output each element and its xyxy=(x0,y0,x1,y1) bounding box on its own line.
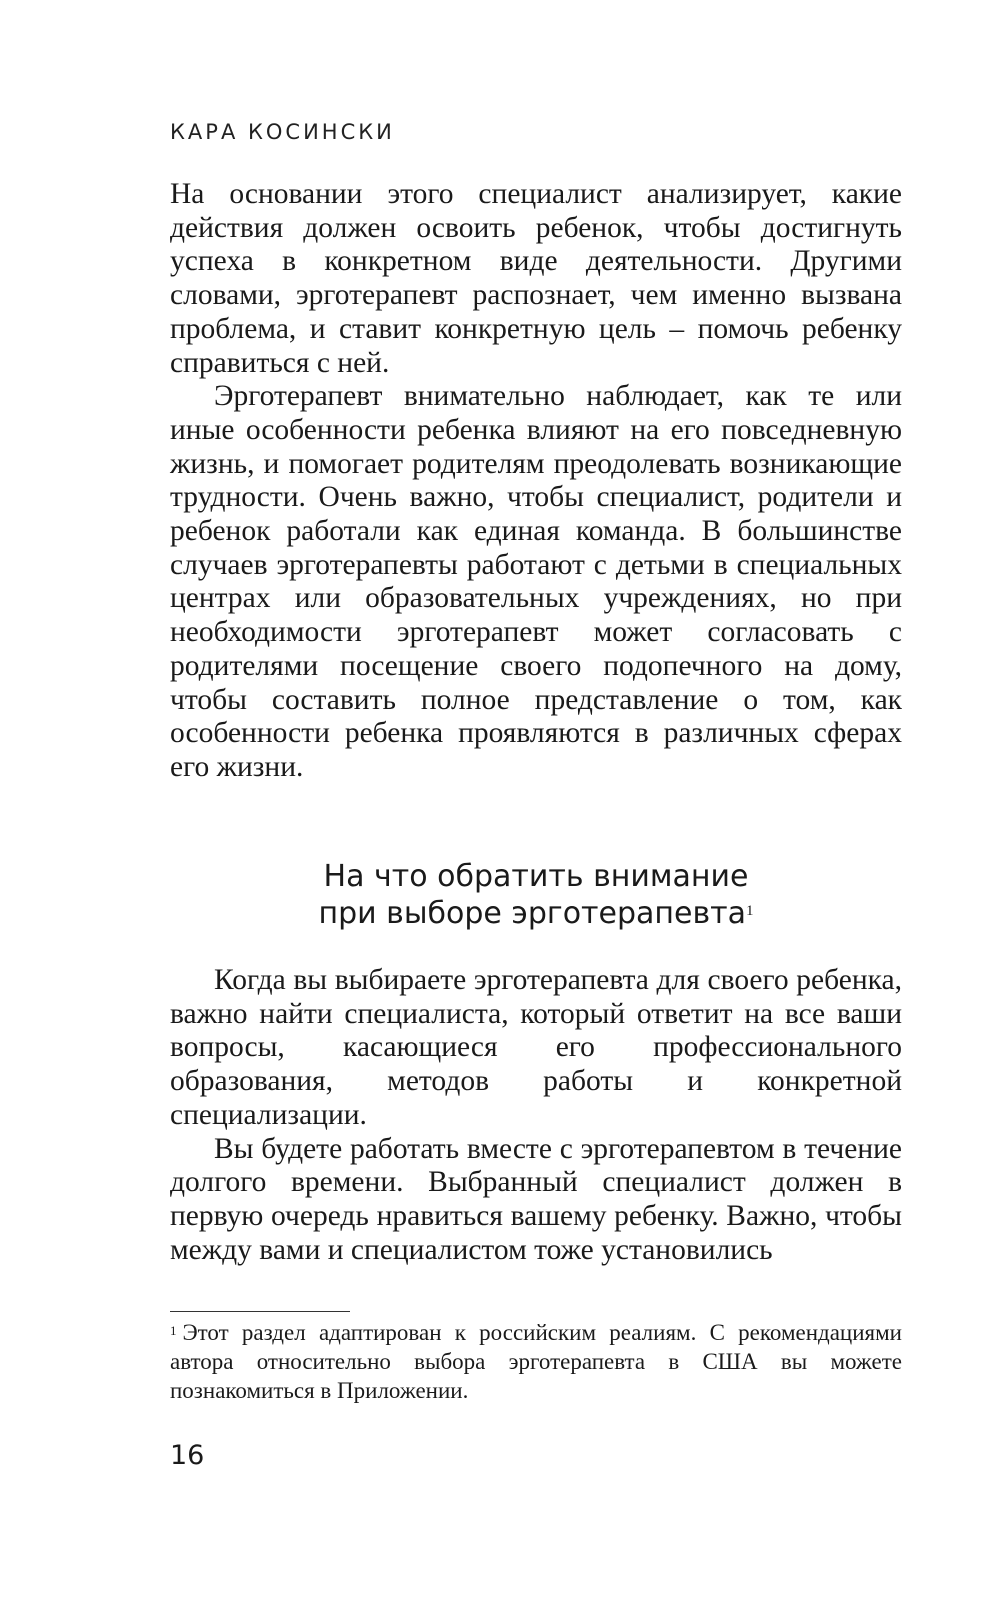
paragraph: Когда вы выбираете эрготерапевта для своего ребенка, важно найти специалиста, который ответит на все ваши вопросы, касающиеся его профессионального образования, методов работы и конкретной специализации. xyxy=(170,964,902,1131)
footnote-divider xyxy=(170,1311,350,1312)
heading-line-2 xyxy=(170,895,902,932)
footnote-marker: 1 xyxy=(170,1323,177,1338)
footnote-reference[interactable]: 1 xyxy=(746,903,754,919)
heading-line-1: На что обратить внимание xyxy=(323,859,749,894)
footnote xyxy=(170,1318,902,1405)
body-text-section-2 xyxy=(170,964,902,1267)
paragraph: Вы будете работать вместе с эрготерапевтом в течение долгого времени. Выбранный специалист должен в первую очередь нравиться вашему ребенку. Важно, чтобы между вами и специалистом тоже установились xyxy=(170,1132,902,1266)
paragraph: На основании этого специалист анализирует, какие действия должен освоить ребенок, чтобы достигнуть успеха в конкретном виде деятельности. Другими словами, эрготерапевт распознает, чем именно вызвана проблема, и ставит конкретную цель – помочь ребенку справиться с ней. xyxy=(170,178,902,379)
heading-line-2-text: при выборе эрготерапевта xyxy=(318,896,747,931)
section-heading xyxy=(170,858,902,932)
running-head: КАРА КОСИНСКИ xyxy=(170,120,395,144)
body-text-section-1 xyxy=(170,178,902,785)
paragraph: Эрготерапевт внимательно наблюдает, как те или иные особенности ребенка влияют на его повседневную жизнь, и помогает родителям преодолевать возникающие трудности. Очень важно, чтобы специалист, родители и ребенок работали как единая команда. В большинстве случаев эрготерапевты работают с детьми в специальных центрах или образовательных учреждениях, но при необходимости эрготерапевт может согласовать с родителями посещение своего подопечного на дому, чтобы составить полное представление о том, как особенности ребенка проявляются в различных сферах его жизни. xyxy=(170,380,902,783)
footnote-text: Этот раздел адаптирован к российским реалиям. С рекомендациями автора относительно выбора эрготерапевта в США вы можете познакомиться в Приложении. xyxy=(170,1320,902,1403)
page-number: 16 xyxy=(170,1440,205,1471)
